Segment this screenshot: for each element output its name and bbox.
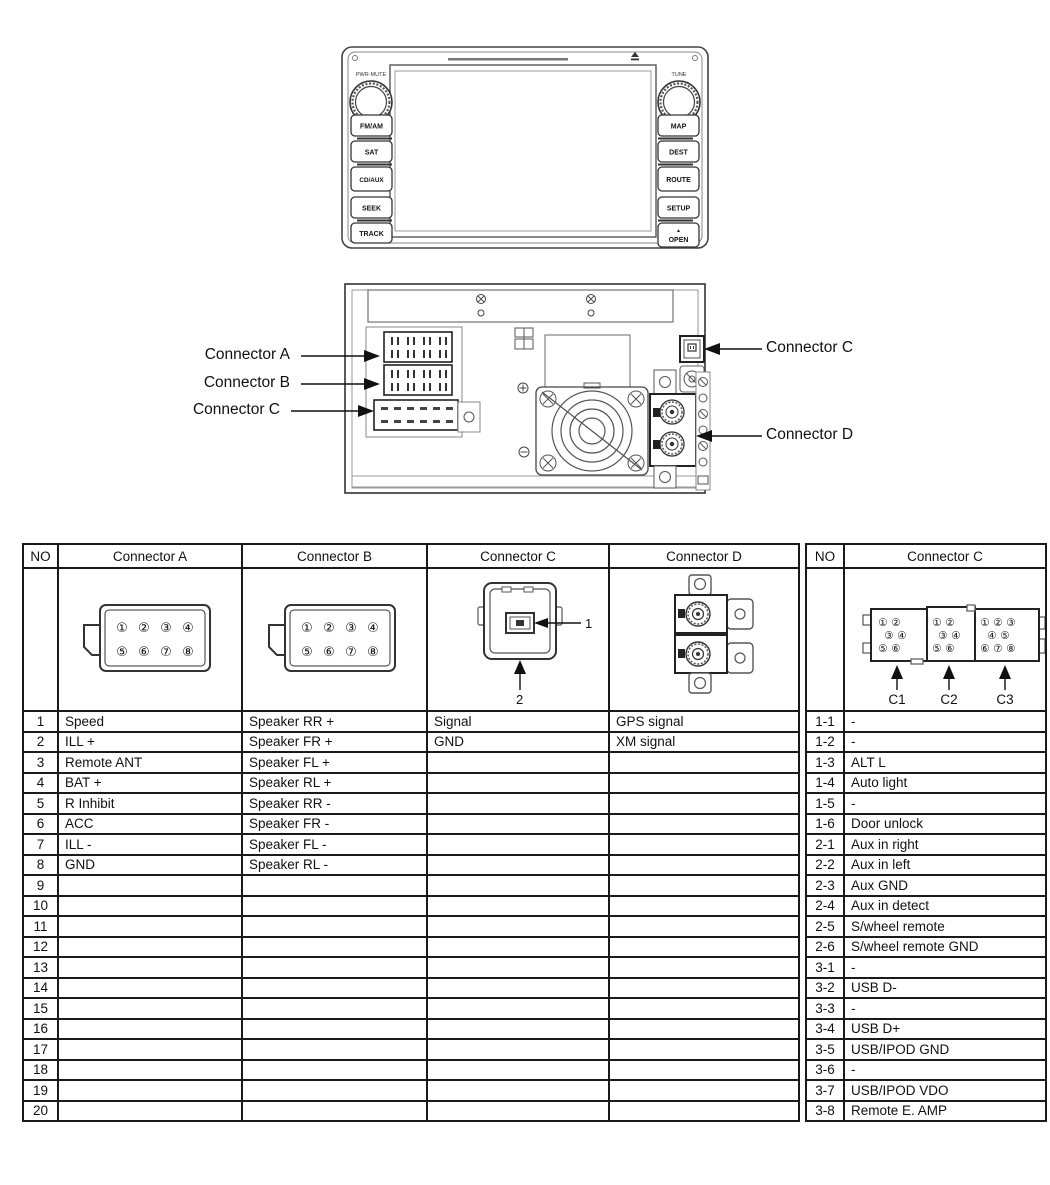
cell-no: 1-6	[806, 814, 844, 835]
cell-no: 1	[23, 711, 58, 732]
header-no: NO	[23, 544, 58, 568]
svg-text:②: ②	[322, 620, 335, 635]
table-row	[23, 1080, 799, 1101]
cell-connector-d	[609, 1019, 799, 1040]
cell-connector-d	[609, 937, 799, 958]
cell-connector-c	[427, 937, 609, 958]
cell-no: 3-5	[806, 1039, 844, 1060]
cell-no: 2-2	[806, 855, 844, 876]
cell-connector-b: Speaker FR +	[242, 732, 427, 753]
cell-connector-a	[58, 1101, 242, 1122]
cell-connector-b	[242, 957, 427, 978]
svg-text:⑧: ⑧	[182, 644, 194, 659]
svg-text:ROUTE: ROUTE	[666, 177, 691, 184]
cell-connector-c: Aux GND	[844, 875, 1046, 896]
cell-connector-a	[58, 937, 242, 958]
cell-connector-d	[609, 1039, 799, 1060]
open-arrow-icon: ▲	[676, 228, 681, 234]
table-row	[806, 773, 1046, 794]
table-row	[806, 855, 1046, 876]
cell-connector-c	[427, 1101, 609, 1122]
svg-text:TRACK: TRACK	[359, 231, 384, 238]
svg-text:②: ②	[891, 617, 901, 629]
cell-connector-a: BAT +	[58, 773, 242, 794]
header-connector-d: Connector D	[609, 544, 799, 568]
cell-no: 13	[23, 957, 58, 978]
header-connector-c: Connector C	[844, 544, 1046, 568]
cell-connector-a: R Inhibit	[58, 793, 242, 814]
diagram-row	[806, 568, 1046, 711]
cell-connector-c: USB/IPOD GND	[844, 1039, 1046, 1060]
table-row	[23, 732, 799, 753]
svg-text:FM/AM: FM/AM	[360, 123, 383, 131]
fm-am-button[interactable]	[351, 115, 392, 139]
cell-no: 1-4	[806, 773, 844, 794]
cell-no: 3-1	[806, 957, 844, 978]
rear-connector-c-24pin	[374, 400, 480, 432]
cell-connector-a: ILL +	[58, 732, 242, 753]
cell-connector-a	[58, 1019, 242, 1040]
cell-connector-c: S/wheel remote GND	[844, 937, 1046, 958]
table-row	[23, 998, 799, 1019]
svg-text:⑥: ⑥	[980, 643, 990, 655]
svg-text:⑥: ⑥	[945, 643, 955, 655]
cell-connector-c: -	[844, 1060, 1046, 1081]
table-row	[806, 793, 1046, 814]
cell-connector-d	[609, 752, 799, 773]
cell-no: 4	[23, 773, 58, 794]
svg-text:③: ③	[884, 630, 894, 642]
label-c3: C3	[996, 692, 1014, 707]
cell-connector-b	[242, 1039, 427, 1060]
cell-connector-a	[58, 978, 242, 999]
cell-connector-b	[242, 1060, 427, 1081]
track-button[interactable]	[351, 223, 392, 243]
cell-connector-b: Speaker FL +	[242, 752, 427, 773]
table-row	[806, 1101, 1046, 1122]
table-row	[806, 834, 1046, 855]
cell-connector-c: USB D-	[844, 978, 1046, 999]
label-connector-d: Connector D	[766, 426, 854, 443]
cell-no: 20	[23, 1101, 58, 1122]
header-connector-b: Connector B	[242, 544, 427, 568]
svg-text:⑤: ⑤	[1000, 630, 1010, 642]
table-row	[23, 896, 799, 917]
table-row	[806, 916, 1046, 937]
cell-no: 3-8	[806, 1101, 844, 1122]
svg-text:⑤: ⑤	[116, 644, 128, 659]
callout-1: 1	[585, 616, 593, 631]
svg-text:④: ④	[987, 630, 997, 642]
label-connector-b: Connector B	[203, 374, 290, 391]
cell-connector-c: Signal	[427, 711, 609, 732]
cell-no: 2-4	[806, 896, 844, 917]
knob-right-top-label: TUNE	[671, 72, 687, 78]
svg-text:①: ①	[932, 617, 942, 629]
table-row	[806, 732, 1046, 753]
cell-connector-a	[58, 875, 242, 896]
head-unit-rear-view	[0, 280, 1050, 510]
rear-view-drawing	[0, 280, 1050, 510]
pinout-table-body	[23, 711, 799, 1121]
table-row	[806, 711, 1046, 732]
cell-connector-d	[609, 773, 799, 794]
svg-text:⑦: ⑦	[993, 643, 1003, 655]
svg-text:③: ③	[938, 630, 948, 642]
svg-text:⑦: ⑦	[344, 644, 357, 659]
diagram-cell-empty	[806, 568, 844, 711]
cooling-fan	[536, 383, 648, 475]
open-button[interactable]	[658, 223, 699, 247]
table-row	[806, 814, 1046, 835]
cell-connector-d	[609, 855, 799, 876]
cell-connector-d	[609, 875, 799, 896]
svg-text:⑧: ⑧	[366, 644, 379, 659]
table-row	[23, 752, 799, 773]
knob-left-top-label: PWR·MUTE	[355, 72, 387, 78]
header-no: NO	[806, 544, 844, 568]
table-row	[23, 1101, 799, 1122]
cell-no: 3-2	[806, 978, 844, 999]
table-row	[806, 957, 1046, 978]
svg-text:②: ②	[138, 620, 150, 635]
table-row	[23, 814, 799, 835]
cell-connector-a: GND	[58, 855, 242, 876]
cell-connector-a	[58, 896, 242, 917]
cell-connector-d	[609, 814, 799, 835]
disc-slot	[448, 58, 568, 61]
cell-connector-b	[242, 998, 427, 1019]
cell-connector-d	[609, 978, 799, 999]
cell-no: 1-1	[806, 711, 844, 732]
cell-connector-b	[242, 978, 427, 999]
cell-connector-c	[427, 855, 609, 876]
cell-connector-b: Speaker RL +	[242, 773, 427, 794]
table-row	[806, 978, 1046, 999]
cell-connector-c	[427, 998, 609, 1019]
cell-connector-c	[427, 916, 609, 937]
svg-text:MAP: MAP	[670, 123, 687, 131]
svg-text:④: ④	[182, 620, 194, 635]
table-row	[806, 896, 1046, 917]
cell-connector-a	[58, 1039, 242, 1060]
svg-text:SAT: SAT	[364, 149, 379, 157]
cell-connector-c: ALT L	[844, 752, 1046, 773]
cell-connector-a: ILL -	[58, 834, 242, 855]
cell-no: 1-3	[806, 752, 844, 773]
cell-connector-b	[242, 1080, 427, 1101]
cell-connector-b: Speaker RL -	[242, 855, 427, 876]
pinout-table-connector-c	[805, 543, 1047, 1122]
svg-text:①: ①	[116, 620, 128, 635]
cell-no: 12	[23, 937, 58, 958]
cell-connector-d	[609, 1060, 799, 1081]
svg-text:⑧: ⑧	[1006, 643, 1016, 655]
cell-no: 8	[23, 855, 58, 876]
svg-text:④: ④	[366, 620, 379, 635]
cell-no: 2-3	[806, 875, 844, 896]
cell-no: 19	[23, 1080, 58, 1101]
table-row	[806, 875, 1046, 896]
display-screen-inner	[395, 71, 651, 231]
cell-no: 3-3	[806, 998, 844, 1019]
cell-connector-a	[58, 1080, 242, 1101]
svg-text:DEST: DEST	[669, 149, 688, 157]
cell-connector-a	[58, 998, 242, 1019]
table-row	[806, 937, 1046, 958]
cell-connector-c: S/wheel remote	[844, 916, 1046, 937]
cell-connector-b	[242, 896, 427, 917]
cell-connector-c: USB D+	[844, 1019, 1046, 1040]
cell-connector-c	[427, 957, 609, 978]
cell-connector-b: Speaker FL -	[242, 834, 427, 855]
cell-connector-a	[58, 957, 242, 978]
cell-connector-c: USB/IPOD VDO	[844, 1080, 1046, 1101]
cell-connector-c	[427, 978, 609, 999]
cell-connector-c: Aux in right	[844, 834, 1046, 855]
cell-connector-c: -	[844, 793, 1046, 814]
cell-connector-c: Door unlock	[844, 814, 1046, 835]
seek-button[interactable]	[351, 197, 392, 221]
pinout-table-main	[22, 543, 800, 1122]
table-row	[806, 1019, 1046, 1040]
table-row	[23, 1060, 799, 1081]
svg-text:③: ③	[160, 620, 172, 635]
dest-button[interactable]	[658, 141, 699, 165]
cell-connector-a: ACC	[58, 814, 242, 835]
cell-no: 9	[23, 875, 58, 896]
connector-a-pin-diagram	[58, 568, 242, 711]
svg-text:①: ①	[980, 617, 990, 629]
cell-connector-c: -	[844, 732, 1046, 753]
cell-connector-c: -	[844, 998, 1046, 1019]
svg-text:④: ④	[897, 630, 907, 642]
cell-no: 1-5	[806, 793, 844, 814]
cell-no: 2-1	[806, 834, 844, 855]
table-row	[23, 875, 799, 896]
screw-icon	[518, 383, 528, 393]
svg-text:CD/AUX: CD/AUX	[359, 177, 384, 184]
svg-text:⑥: ⑥	[891, 643, 901, 655]
cell-connector-d	[609, 896, 799, 917]
cell-connector-c: Remote E. AMP	[844, 1101, 1046, 1122]
sat-button[interactable]	[351, 141, 392, 165]
cell-connector-a: Speed	[58, 711, 242, 732]
cell-connector-a	[58, 916, 242, 937]
cell-connector-a	[58, 1060, 242, 1081]
cell-no: 3	[23, 752, 58, 773]
cell-connector-c: Aux in left	[844, 855, 1046, 876]
cd-aux-button[interactable]	[351, 167, 392, 191]
cell-no: 15	[23, 998, 58, 1019]
cell-connector-d	[609, 957, 799, 978]
svg-text:SETUP: SETUP	[666, 205, 691, 213]
cell-connector-d	[609, 916, 799, 937]
cell-no: 16	[23, 1019, 58, 1040]
svg-text:⑤: ⑤	[932, 643, 942, 655]
table-row	[23, 834, 799, 855]
table-row	[23, 937, 799, 958]
svg-text:③: ③	[344, 620, 357, 635]
cell-connector-d: XM signal	[609, 732, 799, 753]
table-row	[23, 773, 799, 794]
cell-connector-c: GND	[427, 732, 609, 753]
cell-no: 2	[23, 732, 58, 753]
cell-connector-d	[609, 834, 799, 855]
cell-connector-c	[427, 1039, 609, 1060]
cell-connector-d	[609, 793, 799, 814]
cell-connector-d	[609, 998, 799, 1019]
setup-button[interactable]	[658, 197, 699, 221]
table-row	[23, 793, 799, 814]
cell-connector-b	[242, 1019, 427, 1040]
cell-no: 17	[23, 1039, 58, 1060]
cell-no: 14	[23, 978, 58, 999]
connector-b-pin-diagram	[242, 568, 427, 711]
cell-connector-b: Speaker RR +	[242, 711, 427, 732]
rear-connector-b	[384, 365, 452, 395]
label-connector-c-right: Connector C	[766, 339, 854, 356]
cell-connector-c	[427, 793, 609, 814]
label-c2: C2	[940, 692, 958, 707]
table-header-row	[806, 544, 1046, 568]
table-header-row	[23, 544, 799, 568]
cell-connector-b	[242, 916, 427, 937]
table-row	[23, 1019, 799, 1040]
cell-connector-c	[427, 834, 609, 855]
svg-text:⑥: ⑥	[322, 644, 335, 659]
cell-connector-c	[427, 814, 609, 835]
svg-text:⑥: ⑥	[138, 644, 150, 659]
cell-no: 10	[23, 896, 58, 917]
connector-c-pin-diagram	[427, 568, 609, 711]
cell-connector-c: -	[844, 711, 1046, 732]
label-connector-a: Connector A	[204, 346, 290, 363]
front-view-drawing	[340, 45, 710, 250]
table-row	[23, 978, 799, 999]
cell-no: 7	[23, 834, 58, 855]
top-mounting-bracket	[368, 290, 673, 322]
header-connector-a: Connector A	[58, 544, 242, 568]
cell-connector-b	[242, 875, 427, 896]
cell-no: 2-5	[806, 916, 844, 937]
cell-no: 1-2	[806, 732, 844, 753]
connector-c-sections-diagram	[844, 568, 1046, 711]
diagram-cell-empty	[23, 568, 58, 711]
label-c1: C1	[888, 692, 906, 707]
svg-text:②: ②	[993, 617, 1003, 629]
table-row	[23, 711, 799, 732]
route-button[interactable]	[658, 167, 699, 191]
table-row	[806, 752, 1046, 773]
table-row	[806, 1060, 1046, 1081]
cell-connector-b	[242, 1101, 427, 1122]
svg-text:OPEN: OPEN	[668, 237, 689, 244]
callout-2: 2	[516, 692, 524, 707]
cell-connector-c	[427, 1019, 609, 1040]
table-row	[23, 916, 799, 937]
cell-connector-c: -	[844, 957, 1046, 978]
cell-connector-d	[609, 1080, 799, 1101]
svg-text:①: ①	[878, 617, 888, 629]
cell-connector-c	[427, 875, 609, 896]
svg-text:④: ④	[951, 630, 961, 642]
cell-no: 6	[23, 814, 58, 835]
connector-d-pin-diagram	[609, 568, 799, 711]
cell-connector-c	[427, 1080, 609, 1101]
cell-no: 3-6	[806, 1060, 844, 1081]
cell-no: 11	[23, 916, 58, 937]
svg-text:⑦: ⑦	[160, 644, 172, 659]
diagram-row	[23, 568, 799, 711]
svg-text:⑤: ⑤	[878, 643, 888, 655]
cell-connector-c	[427, 752, 609, 773]
cell-connector-c	[427, 1060, 609, 1081]
label-connector-c: Connector C	[192, 401, 280, 418]
cell-connector-b: Speaker FR -	[242, 814, 427, 835]
cell-connector-d	[609, 1101, 799, 1122]
cell-no: 3-7	[806, 1080, 844, 1101]
cell-no: 2-6	[806, 937, 844, 958]
cell-connector-b: Speaker RR -	[242, 793, 427, 814]
svg-text:SEEK: SEEK	[361, 205, 382, 213]
cell-connector-c: Auto light	[844, 773, 1046, 794]
cell-connector-c	[427, 896, 609, 917]
pinout-table-body	[806, 711, 1046, 1121]
svg-text:②: ②	[945, 617, 955, 629]
cell-connector-b	[242, 937, 427, 958]
svg-text:③: ③	[1006, 617, 1016, 629]
table-row	[806, 1039, 1046, 1060]
table-row	[23, 855, 799, 876]
cell-connector-c: Aux in detect	[844, 896, 1046, 917]
map-button[interactable]	[658, 115, 699, 139]
header-connector-c: Connector C	[427, 544, 609, 568]
svg-text:⑤: ⑤	[300, 644, 313, 659]
cell-no: 18	[23, 1060, 58, 1081]
cell-connector-c	[427, 773, 609, 794]
table-row	[806, 1080, 1046, 1101]
cell-no: 3-4	[806, 1019, 844, 1040]
cell-no: 5	[23, 793, 58, 814]
table-row	[23, 957, 799, 978]
svg-text:①: ①	[300, 620, 313, 635]
cell-connector-a: Remote ANT	[58, 752, 242, 773]
table-row	[806, 998, 1046, 1019]
head-unit-front-view	[340, 45, 710, 250]
cell-connector-d: GPS signal	[609, 711, 799, 732]
table-row	[23, 1039, 799, 1060]
